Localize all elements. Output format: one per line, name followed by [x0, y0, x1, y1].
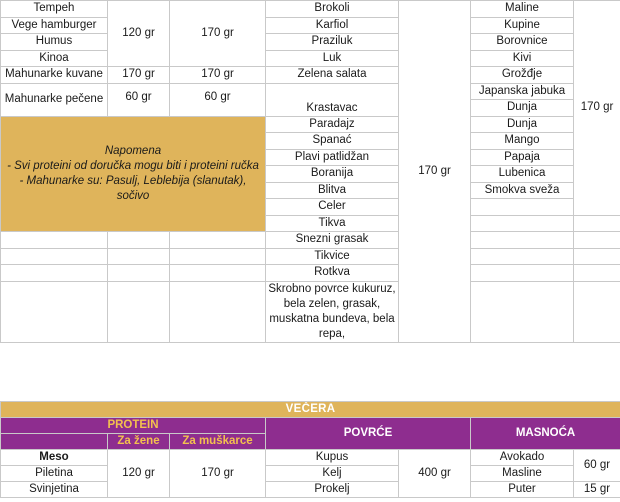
fruit-item: Smokva sveža: [471, 182, 574, 199]
fruit-item: [471, 199, 574, 216]
vegetable-item: Zelena salata: [266, 67, 399, 84]
protein-women-amount: 60 gr: [108, 83, 170, 116]
fruit-item: Mango: [471, 133, 574, 150]
vegetable-item: Tikvice: [266, 248, 399, 265]
protein-men-amount: 170 gr: [170, 1, 266, 67]
vegetable-item: Karfiol: [266, 17, 399, 34]
dinner-fat: Puter: [471, 482, 574, 498]
dinner-protein: Piletina: [1, 466, 108, 482]
dinner-fat-amount: 15 gr: [574, 482, 620, 498]
protein-header: PROTEIN: [1, 418, 266, 434]
vegetable-item: Praziluk: [266, 34, 399, 51]
masnoca-header: MASNOĆA: [471, 418, 620, 450]
vegetable-item: Snezni grasak: [266, 232, 399, 249]
dinner-fat: Masline: [471, 466, 574, 482]
fruit-item: Papaja: [471, 149, 574, 166]
vegetable-item: Rotkva: [266, 265, 399, 282]
fruit-amount: 170 gr: [574, 1, 620, 216]
dinner-men-amount: 170 gr: [170, 450, 266, 498]
vegetable-item: Luk: [266, 50, 399, 67]
dinner-fat: Avokado: [471, 450, 574, 466]
fruit-item: Dunja: [471, 116, 574, 133]
vegetable-item: Spanać: [266, 133, 399, 150]
fruit-item: Borovnice: [471, 34, 574, 51]
empty-cell: [574, 232, 620, 249]
empty-cell: [108, 281, 170, 342]
dinner-protein: Svinjetina: [1, 482, 108, 498]
women-header: Za žene: [108, 434, 170, 450]
empty-cell: [471, 232, 574, 249]
empty-cell: [108, 265, 170, 282]
fruit-item: Grožđje: [471, 67, 574, 84]
protein-item: Vege hamburger: [1, 17, 108, 34]
empty-cell: [1, 248, 108, 265]
dinner-fat-amount: 60 gr: [574, 450, 620, 482]
vegetable-item: Brokoli: [266, 1, 399, 18]
empty-cell: [471, 248, 574, 265]
protein-item: Kinoa: [1, 50, 108, 67]
empty-cell: [108, 248, 170, 265]
vegetable-item-starchy: Skrobno povrce kukuruz, bela zelen, grasak, muskatna bundeva, bela repa,: [266, 281, 399, 342]
dinner-veg-amount: 400 gr: [399, 450, 471, 498]
vegetable-item: Krastavac: [266, 83, 399, 116]
protein-women-amount: 120 gr: [108, 1, 170, 67]
empty-cell: [471, 265, 574, 282]
vegetable-item: Boranija: [266, 166, 399, 183]
note-title: Napomena: [104, 144, 162, 157]
vegetable-item: Tikva: [266, 215, 399, 232]
empty-cell: [1, 232, 108, 249]
dinner-women-amount: 120 gr: [108, 450, 170, 498]
protein-women-amount: 170 gr: [108, 67, 170, 84]
empty-cell: [574, 215, 620, 232]
fruit-item: Kivi: [471, 50, 574, 67]
dinner-vegetable: Kupus: [266, 450, 399, 466]
protein-item: Mahunarke kuvane: [1, 67, 108, 84]
vegetable-item: Celer: [266, 199, 399, 216]
protein-item: Mahunarke pečene: [1, 83, 108, 116]
fruit-item: Maline: [471, 1, 574, 18]
empty-cell: [471, 281, 574, 342]
protein-item: Tempeh: [1, 1, 108, 18]
note-line: - Mahunarke su: Pasulj, Leblebija (slanutak), sočivo: [19, 174, 247, 202]
empty-cell: [574, 248, 620, 265]
empty-cell: [471, 215, 574, 232]
empty-header: [1, 434, 108, 450]
note-box: [1, 116, 266, 232]
note-line: - Svi proteini od doručka mogu biti i proteini ručka: [7, 159, 259, 172]
empty-cell: [108, 232, 170, 249]
empty-cell: [170, 232, 266, 249]
fruit-item: Japanska jabuka: [471, 83, 574, 100]
empty-cell: [574, 265, 620, 282]
protein-item: Humus: [1, 34, 108, 51]
empty-cell: [170, 281, 266, 342]
dinner-title: VEČERA: [1, 402, 620, 418]
men-header: Za muškarce: [170, 434, 266, 450]
empty-cell: [170, 265, 266, 282]
empty-cell: [1, 265, 108, 282]
povrce-header: POVRĆE: [266, 418, 471, 450]
empty-cell: [1, 281, 108, 342]
vegetable-amount: 170 gr: [399, 1, 471, 343]
vegetable-item: Paradajz: [266, 116, 399, 133]
empty-cell: [574, 281, 620, 342]
vegetable-item: Blitva: [266, 182, 399, 199]
dinner-vegetable: Prokelj: [266, 482, 399, 498]
fruit-item: Dunja: [471, 100, 574, 117]
fruit-item: Kupine: [471, 17, 574, 34]
fruit-item: Lubenica: [471, 166, 574, 183]
dinner-vegetable: Kelj: [266, 466, 399, 482]
protein-men-amount: 60 gr: [170, 83, 266, 116]
dinner-food-table: [0, 401, 620, 498]
empty-cell: [170, 248, 266, 265]
vegetable-item: Plavi patlidžan: [266, 149, 399, 166]
protein-category: Meso: [1, 450, 108, 466]
protein-men-amount: 170 gr: [170, 67, 266, 84]
